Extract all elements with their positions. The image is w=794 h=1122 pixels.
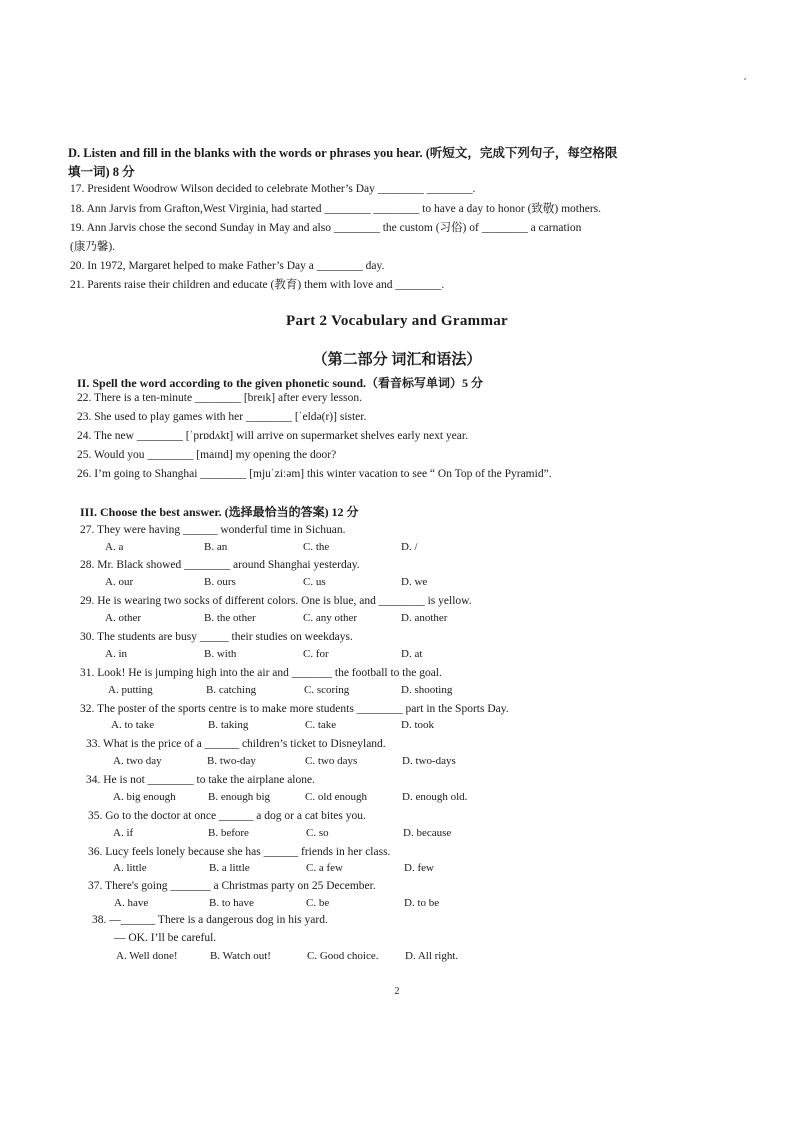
question-24: 24. The new ________ [ˈprɒdʌkt] will arrive on supermarket shelves early next year.: [77, 430, 468, 442]
question-38: 38. —______ There is a dangerous dog in his yard.: [92, 914, 328, 926]
option-a: A. in: [105, 648, 127, 660]
option-a: A. Well done!: [116, 950, 178, 962]
option-d: D. few: [404, 862, 434, 874]
option-a: A. other: [105, 612, 142, 624]
options-29: [0, 612, 794, 626]
question-20: 20. In 1972, Margaret helped to make Father’s Day a ________ day.: [70, 260, 385, 272]
options-36: [0, 862, 794, 876]
options-30: [0, 648, 794, 662]
question-19-cont: (康乃馨).: [70, 241, 116, 253]
section-d-heading-1: D. Listen and fill in the blanks with the words or phrases you hear. (听短文，完成下列句子，每空格限: [68, 146, 618, 160]
option-c: C. two days: [305, 755, 358, 767]
option-b: B. ours: [204, 576, 236, 588]
option-a: A. to take: [111, 719, 155, 731]
option-d: D. because: [403, 827, 452, 839]
option-c: C. a few: [306, 862, 343, 874]
question-21: 21. Parents raise their children and educate (教育) them with love and ________.: [70, 279, 445, 291]
options-32: [0, 719, 794, 733]
option-c: C. take: [305, 719, 337, 731]
section-ii-heading: II. Spell the word according to the given phonetic sound.（看音标写单词）5 分: [77, 376, 484, 390]
option-b: B. an: [204, 541, 228, 553]
page-number: 2: [394, 986, 400, 997]
option-d: D. two-days: [402, 755, 456, 767]
option-a: A. big enough: [113, 791, 176, 803]
option-b: B. before: [208, 827, 249, 839]
option-b: B. enough big: [208, 791, 271, 803]
question-33: 33. What is the price of a ______ children’s ticket to Disneyland.: [86, 738, 386, 750]
question-19: 19. Ann Jarvis chose the second Sunday in May and also ________ the custom (习俗) of ________ a carnation: [70, 222, 582, 234]
option-a: A. little: [113, 862, 147, 874]
question-28: 28. Mr. Black showed ________ around Shanghai yesterday.: [80, 559, 360, 571]
question-38-reply: — OK. I’ll be careful.: [114, 932, 217, 944]
part-title: Part 2 Vocabulary and Grammar: [285, 313, 509, 329]
option-c: C. be: [306, 897, 330, 909]
option-d: D. /: [401, 541, 418, 553]
option-c: C. any other: [303, 612, 358, 624]
option-b: B. catching: [206, 684, 257, 696]
option-b: B. two-day: [207, 755, 256, 767]
question-36: 36. Lucy feels lonely because she has ______ friends in her class.: [88, 846, 391, 858]
options-35: [0, 827, 794, 841]
option-a: A. have: [114, 897, 149, 909]
options-31: [0, 684, 794, 698]
option-a: A. a: [105, 541, 124, 553]
question-22: 22. There is a ten-minute ________ [breɪk] after every lesson.: [77, 392, 362, 404]
option-c: C. Good choice.: [307, 950, 379, 962]
option-b: B. to have: [209, 897, 254, 909]
option-a: A. putting: [108, 684, 153, 696]
question-32: 32. The poster of the sports centre is to make more students ________ part in the Sports Day.: [80, 703, 509, 715]
question-18: 18. Ann Jarvis from Grafton,West Virginia, had started ________ ________ to have a day to honor (致敬) mothers.: [70, 203, 602, 215]
option-b: B. with: [204, 648, 237, 660]
option-d: D. to be: [404, 897, 440, 909]
question-29: 29. He is wearing two socks of different colors. One is blue, and ________ is yellow.: [80, 595, 472, 607]
option-d: D. shooting: [401, 684, 453, 696]
question-31: 31. Look! He is jumping high into the air and _______ the football to the goal.: [80, 667, 442, 679]
question-30: 30. The students are busy _____ their studies on weekdays.: [80, 631, 353, 643]
question-34: 34. He is not ________ to take the airplane alone.: [86, 774, 315, 786]
scan-speck: [744, 78, 746, 80]
options-28: [0, 576, 794, 590]
options-33: [0, 755, 794, 769]
option-c: C. us: [303, 576, 326, 588]
option-c: C. for: [303, 648, 329, 660]
option-b: B. Watch out!: [210, 950, 271, 962]
option-b: B. a little: [209, 862, 250, 874]
option-a: A. if: [113, 827, 134, 839]
option-a: A. our: [105, 576, 134, 588]
question-25: 25. Would you ________ [maɪnd] my opening the door?: [77, 449, 337, 461]
option-d: D. at: [401, 648, 423, 660]
option-b: B. the other: [204, 612, 256, 624]
option-c: C. scoring: [304, 684, 350, 696]
option-d: D. another: [401, 612, 448, 624]
part-subtitle: （第二部分 词汇和语法）: [312, 352, 482, 368]
option-d: D. enough old.: [402, 791, 468, 803]
section-d-heading-2: 填一词) 8 分: [68, 165, 135, 179]
question-23: 23. She used to play games with her ________ [ˈeldə(r)] sister.: [77, 411, 367, 423]
option-d: D. All right.: [405, 950, 459, 962]
question-27: 27. They were having ______ wonderful time in Sichuan.: [80, 524, 346, 536]
option-b: B. taking: [208, 719, 249, 731]
question-35: 35. Go to the doctor at once ______ a dog or a cat bites you.: [88, 810, 366, 822]
option-a: A. two day: [113, 755, 162, 767]
section-iii-heading: III. Choose the best answer. (选择最恰当的答案) 12 分: [80, 505, 359, 519]
question-26: 26. I’m going to Shanghai ________ [mjuˈziːəm] this winter vacation to see “ On Top of the Pyramid”.: [77, 468, 552, 480]
options-27: [0, 541, 794, 555]
option-c: C. the: [303, 541, 330, 553]
option-c: C. so: [306, 827, 329, 839]
option-c: C. old enough: [305, 791, 368, 803]
options-34: [0, 791, 794, 805]
question-17: 17. President Woodrow Wilson decided to celebrate Mother’s Day ________ ________.: [70, 183, 476, 195]
options-37: [0, 897, 794, 911]
options-38: [0, 950, 794, 964]
question-37: 37. There's going _______ a Christmas party on 25 December.: [88, 880, 376, 892]
option-d: D. took: [401, 719, 434, 731]
option-d: D. we: [401, 576, 428, 588]
